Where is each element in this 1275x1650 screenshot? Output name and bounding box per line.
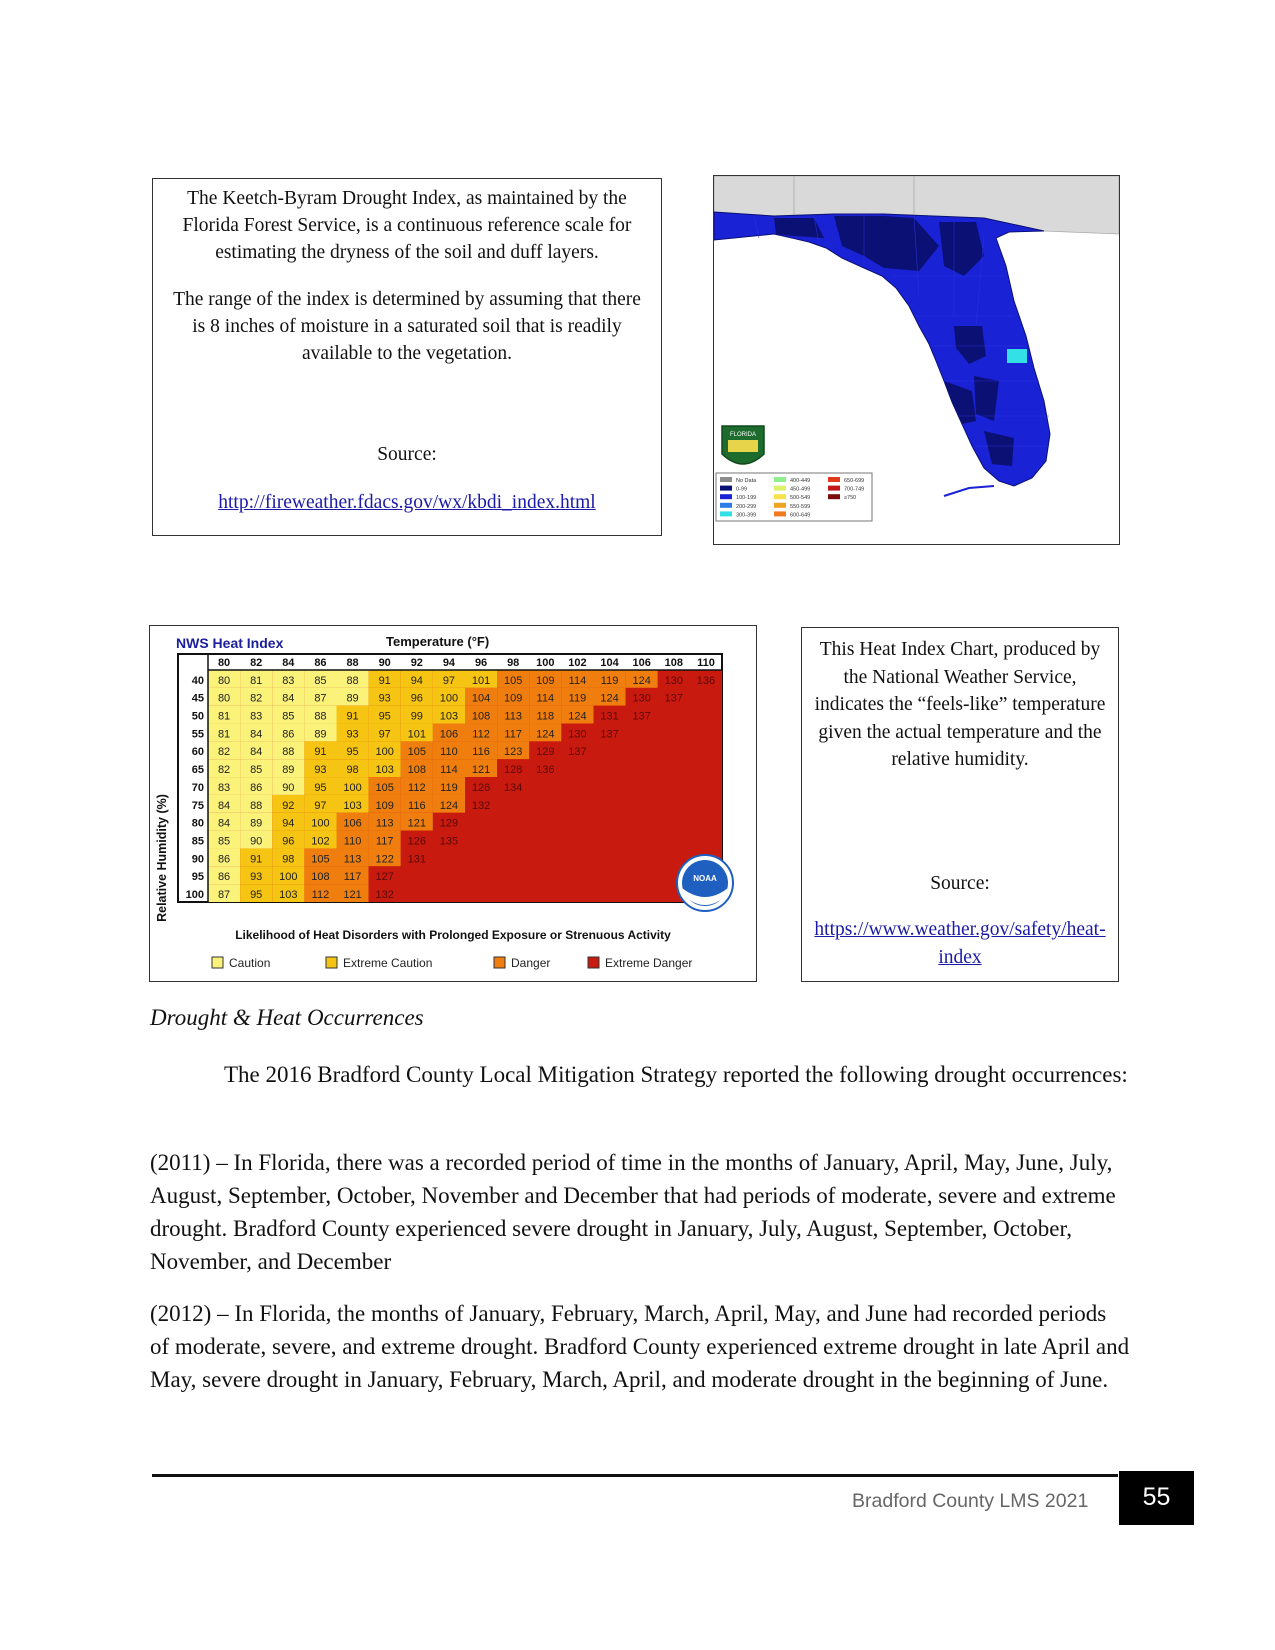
heat-cell-label: 124 xyxy=(632,674,651,687)
heat-cell-label: 113 xyxy=(343,853,362,866)
temperature-tick: 82 xyxy=(250,657,263,669)
heat-cell-label: 128 xyxy=(504,764,523,777)
kbdi-paragraph-2: The range of the index is determined by assuming that there is 8 inches of moisture in a saturated soil that is readily available to the vegetation. xyxy=(173,289,641,364)
humidity-axis-label: Relative Humidity (%) xyxy=(155,794,169,922)
heat-cell-label: 103 xyxy=(375,764,394,777)
heat-cell-label: 113 xyxy=(504,710,522,723)
heat-cell-label: 88 xyxy=(314,710,327,723)
map-legend-swatch xyxy=(774,477,786,482)
heat-cell-label: 95 xyxy=(346,746,359,759)
heat-cell-label: 83 xyxy=(217,781,231,794)
heat-cell-label: 95 xyxy=(378,710,391,723)
map-legend-label: 650-699 xyxy=(844,478,865,484)
heat-cell-label: 137 xyxy=(600,728,619,741)
heat-cell-label: 86 xyxy=(250,781,263,794)
heat-cell-label: 94 xyxy=(282,817,295,830)
map-legend-swatch xyxy=(774,503,786,508)
heat-chart-title: NWS Heat Index xyxy=(176,635,284,651)
heat-cell-label: 93 xyxy=(346,728,359,741)
heat-cell-label: 113 xyxy=(375,817,394,830)
humidity-tick: 60 xyxy=(191,746,204,759)
heat-cell-label: 92 xyxy=(282,799,295,812)
heat-cell-label: 131 xyxy=(600,710,619,723)
heat-cell-label: 105 xyxy=(504,674,523,687)
heat-cell-label: 124 xyxy=(600,692,619,705)
heat-cell-label: 112 xyxy=(311,889,330,901)
temperature-tick: 94 xyxy=(442,657,456,669)
map-legend-swatch xyxy=(720,486,732,491)
likelihood-caption: Likelihood of Heat Disorders with Prolonged Exposure or Strenuous Activity xyxy=(235,928,671,942)
map-legend-label: 100-199 xyxy=(736,495,757,502)
heat-cell-label: 130 xyxy=(568,728,587,741)
heat-cell-label: 89 xyxy=(314,728,327,741)
heat-cell-label: 80 xyxy=(217,674,231,687)
heat-cell-label: 121 xyxy=(471,764,491,777)
heat-source-label: Source: xyxy=(930,873,990,894)
heat-cell-label: 95 xyxy=(314,781,327,794)
heat-cell-label: 88 xyxy=(282,746,295,759)
heat-cell-label: 101 xyxy=(407,728,426,741)
heat-cell-label: 118 xyxy=(536,710,555,723)
heat-cell-label: 116 xyxy=(472,746,490,759)
heat-cell-label: 84 xyxy=(282,692,295,705)
heat-category-legend xyxy=(212,956,692,970)
heat-cell-label: 86 xyxy=(217,871,231,884)
heat-cell-label: 86 xyxy=(282,728,295,741)
heat-cell-label: 116 xyxy=(408,799,426,812)
heat-cell-label: 119 xyxy=(440,781,458,794)
kbdi-source-link[interactable]: http://fireweather.fdacs.gov/wx/kbdi_index.html xyxy=(218,492,596,513)
heat-cell-label: 130 xyxy=(632,692,651,705)
kbdi-description-box xyxy=(152,178,662,536)
heat-legend-swatch xyxy=(588,957,599,968)
heat-cell-label: 129 xyxy=(536,746,555,759)
heat-cell-label: 88 xyxy=(250,799,263,812)
heat-cell-label: 110 xyxy=(343,835,362,848)
page-number: 55 xyxy=(1119,1471,1194,1525)
humidity-tick: 40 xyxy=(191,674,204,687)
temperature-tick: 88 xyxy=(346,657,359,669)
heat-cell-label: 94 xyxy=(410,674,423,687)
heat-cell-label: 129 xyxy=(439,817,459,830)
heat-cell-label: 100 xyxy=(311,817,330,830)
heat-cell-label: 87 xyxy=(217,889,231,901)
heat-cell-label: 134 xyxy=(504,781,523,794)
heat-index-description-box xyxy=(801,627,1119,982)
heat-cell-label: 83 xyxy=(250,710,263,723)
heat-legend-swatch xyxy=(494,957,505,968)
heat-cell-label: 96 xyxy=(410,692,423,705)
heat-cell-label: 119 xyxy=(568,692,587,705)
temperature-tick: 92 xyxy=(410,657,423,669)
map-legend-swatch xyxy=(828,477,840,482)
heat-cell-label: 137 xyxy=(568,746,587,759)
map-legend-swatch xyxy=(774,494,786,499)
nws-heat-index-chart xyxy=(149,625,757,982)
heat-cell-label: 88 xyxy=(346,674,359,687)
heat-cell-label: 97 xyxy=(442,674,456,687)
heat-cell-label: 106 xyxy=(439,728,459,741)
map-legend-swatch xyxy=(720,503,732,508)
heat-cell-label: 93 xyxy=(378,692,391,705)
heat-cell-label: 136 xyxy=(696,674,716,687)
heat-cell-label: 117 xyxy=(343,871,362,884)
paragraph-intro: The 2016 Bradford County Local Mitigation Strategy reported the following drought occurrences: xyxy=(224,1062,1128,1087)
kbdi-paragraph-1: The Keetch-Byram Drought Index, as maintained by the Florida Forest Service, is a continuous reference scale for estimating the dryness of the soil and duff layers. xyxy=(182,188,632,263)
heat-legend-swatch xyxy=(212,957,223,968)
humidity-tick: 90 xyxy=(191,853,204,866)
noaa-logo-text: NOAA xyxy=(693,874,717,883)
heat-cell-label: 112 xyxy=(408,781,426,794)
heat-cell-label: 106 xyxy=(343,817,362,830)
heat-legend-label: Extreme Caution xyxy=(343,956,433,970)
heat-cell-label: 124 xyxy=(568,710,587,723)
map-legend-label: ≥750 xyxy=(844,495,857,502)
heat-cell-label: 104 xyxy=(471,692,491,705)
heat-cell-label: 85 xyxy=(314,674,327,687)
heat-cell-label: 112 xyxy=(472,728,490,741)
kbdi-source-label: Source: xyxy=(377,444,437,465)
noaa-logo xyxy=(677,855,733,911)
temperature-tick: 106 xyxy=(632,657,651,669)
heat-cell-label: 86 xyxy=(217,853,231,866)
heat-cell-label: 124 xyxy=(439,799,459,812)
heat-cell-label: 84 xyxy=(250,728,263,741)
heat-cell-label: 114 xyxy=(568,674,587,687)
heat-cell-label: 89 xyxy=(250,817,263,830)
heat-cell-label: 90 xyxy=(282,781,295,794)
heat-cell-label: 108 xyxy=(471,710,491,723)
temperature-tick: 86 xyxy=(314,657,327,669)
heat-cell-label: 82 xyxy=(250,692,263,705)
temperature-tick: 80 xyxy=(217,657,231,669)
heat-cell-label: 98 xyxy=(282,853,295,866)
map-legend-label: 700-749 xyxy=(844,486,865,493)
temperature-tick: 100 xyxy=(536,657,555,669)
temperature-tick: 84 xyxy=(282,657,295,669)
florida-forest-service-logo xyxy=(722,426,764,464)
heat-cell-label: 135 xyxy=(439,835,459,848)
heat-cell-label: 121 xyxy=(343,889,362,901)
heat-cell-label: 108 xyxy=(407,764,426,777)
heat-cell-label: 82 xyxy=(217,764,231,777)
heat-cell-label: 136 xyxy=(536,764,555,777)
map-legend-label: 0-99 xyxy=(736,486,748,493)
heat-cell-label: 85 xyxy=(217,835,231,848)
heat-cell-label: 126 xyxy=(407,835,426,848)
heat-cell-label: 103 xyxy=(439,710,459,723)
heat-cell-label: 82 xyxy=(217,746,231,759)
heat-cell-label: 81 xyxy=(217,710,231,723)
heat-cell-label: 137 xyxy=(632,710,651,723)
temperature-tick: 90 xyxy=(378,657,391,669)
heat-cell-label: 108 xyxy=(311,871,330,884)
heat-source-link[interactable]: https://www.weather.gov/safety/heat-index xyxy=(814,919,1106,968)
heat-cell-label: 84 xyxy=(217,817,231,830)
map-legend-label: 400-449 xyxy=(790,478,811,484)
heat-cell-label: 80 xyxy=(217,692,231,705)
map-legend-swatch xyxy=(828,486,840,491)
map-legend-label: 500-549 xyxy=(790,495,811,502)
heat-cell-label: 114 xyxy=(440,764,458,777)
heat-cell-label: 105 xyxy=(375,781,394,794)
heat-cell-label: 122 xyxy=(375,853,394,866)
humidity-tick: 70 xyxy=(191,781,204,794)
logo-text: FLORIDA xyxy=(729,432,757,438)
heat-cell-label: 137 xyxy=(664,692,683,705)
heat-cell-label: 101 xyxy=(471,674,491,687)
map-legend xyxy=(716,473,872,521)
heat-cell-label: 85 xyxy=(282,710,295,723)
paragraph-2011: (2011) – In Florida, there was a recorded period of time in the months of January, April, May, June, July, August, September, October, November and December that had periods of moderate, severe and extreme drought. Bradford County experienced severe drought in January, July, August, September, October, November, and December xyxy=(150,1150,1116,1274)
heat-cell-label: 96 xyxy=(282,835,295,848)
heat-cell-label: 93 xyxy=(314,764,327,777)
heat-cell-label: 131 xyxy=(407,853,426,866)
florida-map-graphic xyxy=(714,176,1119,544)
temperature-tick: 102 xyxy=(568,657,587,669)
heat-legend-swatch xyxy=(326,957,337,968)
heat-legend-label: Danger xyxy=(511,956,551,970)
heat-cell-label: 130 xyxy=(664,674,683,687)
map-legend-swatch xyxy=(720,511,732,516)
heat-cell-label: 109 xyxy=(504,692,523,705)
heat-index-description: This Heat Index Chart, produced by the National Weather Service, indicates the “feels-like” temperature given the actual temperature and the relative humidity. xyxy=(814,639,1106,770)
heat-cell-label: 121 xyxy=(407,817,426,830)
heat-cell-label: 95 xyxy=(250,889,263,901)
temperature-tick: 108 xyxy=(664,657,683,669)
heat-cell-label: 105 xyxy=(311,853,330,866)
humidity-tick: 45 xyxy=(191,692,204,705)
heat-cell-label: 81 xyxy=(217,728,231,741)
heat-cell-label: 81 xyxy=(250,674,263,687)
map-legend-label: 550-599 xyxy=(790,503,811,510)
map-legend-swatch xyxy=(774,486,786,491)
temperature-tick: 104 xyxy=(600,657,619,669)
heat-cell-label: 100 xyxy=(375,746,394,759)
humidity-tick: 50 xyxy=(191,710,204,723)
heat-cell-label: 89 xyxy=(282,764,295,777)
footer-rule xyxy=(152,1474,1118,1477)
map-legend-swatch xyxy=(828,494,840,499)
map-legend-label: 300-399 xyxy=(736,512,757,519)
heat-cell-label: 110 xyxy=(440,746,458,759)
heat-cell-label: 132 xyxy=(375,889,394,901)
heat-cell-label: 99 xyxy=(410,710,423,723)
heat-legend-label: Extreme Danger xyxy=(605,956,693,970)
heat-cell-label: 90 xyxy=(250,835,263,848)
heat-cell-label: 132 xyxy=(471,799,491,812)
humidity-tick: 95 xyxy=(191,871,204,884)
heat-cell-label: 87 xyxy=(314,692,327,705)
heat-index-graphic xyxy=(150,626,756,981)
heat-cell-label: 114 xyxy=(536,692,555,705)
heat-cell-label: 84 xyxy=(217,799,231,812)
heat-cell-label: 105 xyxy=(407,746,426,759)
paragraph-2012: (2012) – In Florida, the months of January, February, March, April, May, and June had recorded periods of moderate, severe, and extreme drought. Bradford County experienced extreme drought in late April and May, severe drought in January, February, March, April, and moderate drought in the beginning of June. xyxy=(150,1301,1130,1392)
humidity-tick: 75 xyxy=(191,799,204,812)
map-legend-label: No Data xyxy=(736,478,757,484)
map-legend-label: 200-299 xyxy=(736,503,757,510)
heat-cell-label: 124 xyxy=(536,728,555,741)
heat-cell-label: 83 xyxy=(282,674,295,687)
map-legend-label: 450-499 xyxy=(790,486,811,493)
map-legend-label: 600-649 xyxy=(790,512,811,519)
heat-cell-label: 103 xyxy=(343,799,362,812)
heat-cell-label: 109 xyxy=(375,799,394,812)
humidity-tick: 80 xyxy=(191,817,204,830)
kbdi-florida-map xyxy=(713,175,1120,545)
map-legend-swatch xyxy=(720,477,732,482)
map-legend-swatch xyxy=(774,511,786,516)
heat-cell-label: 100 xyxy=(343,781,362,794)
humidity-tick: 85 xyxy=(191,835,204,848)
heat-cell-label: 84 xyxy=(250,746,263,759)
heat-legend-label: Caution xyxy=(229,956,271,970)
heat-cell-label: 126 xyxy=(471,781,491,794)
heat-cell-label: 85 xyxy=(250,764,263,777)
heat-cell-label: 127 xyxy=(375,871,394,884)
heat-cell-label: 100 xyxy=(439,692,459,705)
heat-cell-label: 117 xyxy=(375,835,394,848)
temperature-tick: 98 xyxy=(507,657,520,669)
heat-cell-label: 102 xyxy=(311,835,330,848)
heat-cell-label: 91 xyxy=(314,746,327,759)
heat-cell-label: 89 xyxy=(346,692,359,705)
heat-cell-label: 98 xyxy=(346,764,359,777)
humidity-tick: 100 xyxy=(185,889,204,901)
heat-cell-label: 97 xyxy=(378,728,391,741)
heat-cell-label: 119 xyxy=(600,674,619,687)
heat-cell-label: 100 xyxy=(279,871,298,884)
heat-cell-label: 117 xyxy=(504,728,522,741)
temperature-tick: 110 xyxy=(697,657,715,669)
humidity-tick: 65 xyxy=(191,764,204,777)
heat-cell-label: 91 xyxy=(250,853,263,866)
map-legend-swatch xyxy=(720,494,732,499)
humidity-tick: 55 xyxy=(191,728,204,741)
footer-label: Bradford County LMS 2021 xyxy=(852,1490,1089,1512)
heat-cell-label: 91 xyxy=(346,710,359,723)
heat-cell-label: 91 xyxy=(378,674,391,687)
temperature-axis-label: Temperature (°F) xyxy=(386,634,490,649)
section-heading: Drought & Heat Occurrences xyxy=(150,1005,424,1030)
heat-cell-label: 123 xyxy=(504,746,523,759)
temperature-tick: 96 xyxy=(474,657,488,669)
heat-cell-label: 109 xyxy=(536,674,555,687)
heat-cell-label: 97 xyxy=(314,799,327,812)
heat-cell-label: 93 xyxy=(250,871,263,884)
heat-cell-label: 103 xyxy=(279,889,298,901)
